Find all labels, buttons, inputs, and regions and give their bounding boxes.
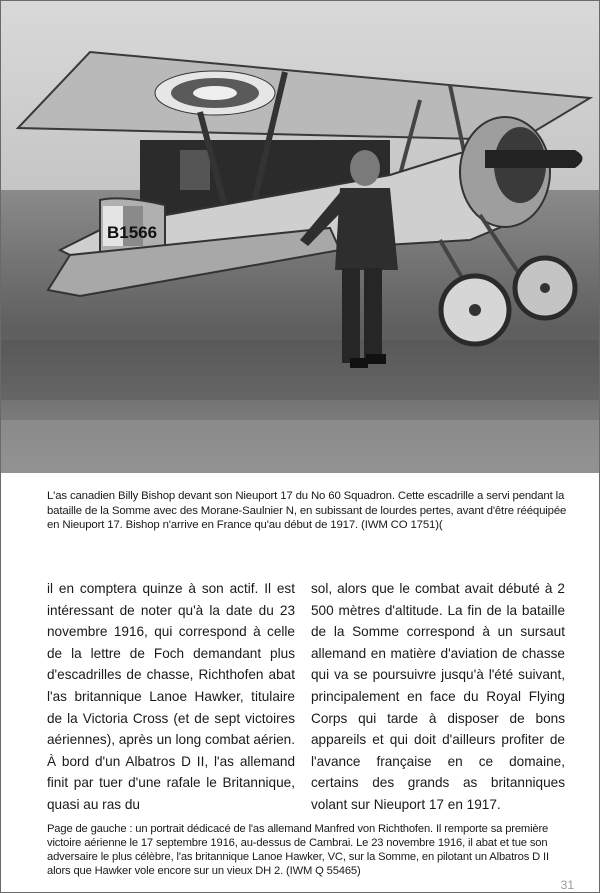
body-column-right: sol, alors que le combat avait débuté à 2 500 mètres d'altitude. La fin de la bataille de la Somme correspond à un sursaut allemand en matière d'aviation de chasse qui va se poursuivre jusqu'à l'été suivant, principalement en face du Royal Flying Corps qui tarde à disposer de bons appareils et qui doit d'ailleurs profiter de l'avance française en ce domaine, certains des grands as britanniques volant sur Nieuport 17 en 1917. (311, 581, 565, 812)
tail-marking: B1566 (107, 223, 158, 242)
body-text (47, 578, 565, 812)
photo-caption-bottom: Page de gauche : un portrait dédicacé de l'as allemand Manfred von Richthofen. Il remporte sa première victoire aérienne le 17 septembre 1916, au-dessus de Cambrai. Le 23 novembre 1916, il abat et tue son adversaire le plus célèbre, l'as britannique Lanoe Hawker, VC, sur la Somme, en pilotant un Albatros D II alors que Hawker vole encore sur un vieux DH 2. (IWM Q 55465) (47, 823, 549, 877)
body-column-left: il en comptera quinze à son actif. Il est intéressant de noter qu'à la date du 23 novembre 1916, qui correspond à celle de la lettre de Foch demandant plus d'escadrilles de chasse, Richthofen abat l'as britannique Lanoe Hawker, titulaire de la Victoria Cross (et de sept victoires aériennes), après un long combat aérien. À bord d'un Albatros D II, l'as allemand finit par tuer d'une rafale le Britannique, quasi au ras du (47, 581, 295, 812)
page-number: 31 (560, 878, 574, 892)
photo-caption-top: L'as canadien Billy Bishop devant son Nieuport 17 du No 60 Squadron. Cette escadrille a servi pendant la bataille de la Somme avec des Morane-Saulnier N, en subissant de lourdes pertes, avant d'être rééquipée en Nieuport 17. Bishop n'arrive en France qu'au début de 1917. (IWM CO 1751)( (47, 490, 567, 531)
propeller (485, 150, 583, 168)
